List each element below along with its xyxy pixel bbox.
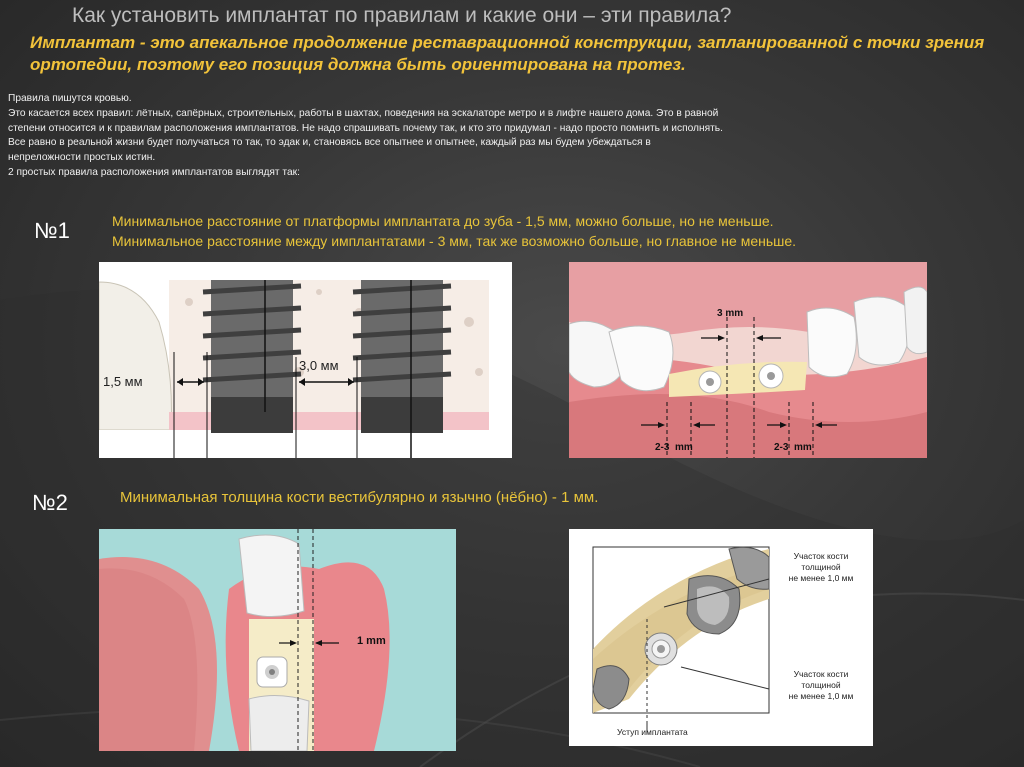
rules-line: Все равно в реальной жизни будет получаться то так, то эдак и, становясь все опытнее и опытнее, каждый раз мы будем убеждаться в — [8, 137, 651, 149]
rule-2-text: Минимальная толщина кости вестибулярно и язычно (нёбно) - 1 мм. — [120, 489, 599, 506]
label-3-0mm: 3,0 мм — [299, 358, 339, 373]
label-line: Участок кости — [793, 551, 849, 561]
implant-spacing-diagram — [99, 262, 512, 458]
label-2-3mm-left: 2-3 mm — [655, 442, 693, 453]
rule-1-line-2: Минимальное расстояние между имплантатами - 3 мм, так же возможно больше, но главное не меньше. — [112, 233, 797, 249]
label-line: Участок кости — [793, 669, 849, 679]
label-implant-platform: Уступ имплантата — [617, 727, 688, 737]
rules-line: непреложности простых истин. — [8, 152, 156, 164]
rules-line: 2 простых правила расположения имплантатов выглядят так: — [8, 166, 300, 178]
rule-1-line-1: Минимальное расстояние от платформы имплантата до зуба - 1,5 мм, можно больше, но не меньше. — [112, 213, 774, 229]
rule-1-number: №1 — [34, 218, 70, 243]
label-bone-area-top — [775, 551, 867, 584]
label-line: толщиной — [801, 680, 841, 690]
rules-paragraph — [8, 92, 1013, 181]
label-bone-area-bottom — [775, 669, 867, 702]
rules-line: Правила пишутся кровью. — [8, 93, 132, 104]
rules-line: Это касается всех правил: лётных, сапёрных, строительных, работы в шахтах, поведения на эскалаторе метро и в лифте нашего дома. Это в равной — [8, 107, 719, 119]
subtitle: Имплантат - это апекальное продолжение реставрационной конструкции, запланированной с точки зрения ортопедии, поэтому его позиция должна быть ориентирована на протез. — [30, 33, 985, 74]
bone-thickness-side-diagram — [99, 529, 456, 751]
label-line: толщиной — [801, 562, 841, 572]
label-1-5mm: 1,5 мм — [103, 374, 143, 389]
bone-thickness-occlusal-diagram — [569, 529, 873, 746]
label-3mm: 3 mm — [717, 308, 744, 319]
page-title: Как установить имплантат по правилам и какие они – эти правила? — [72, 4, 732, 27]
rules-line: степени относится и к правилам расположения имплантатов. Не надо спрашивать почему так, и кто это придумал - надо просто помнить и исполнять. — [8, 122, 723, 134]
label-1mm: 1 mm — [357, 635, 386, 647]
label-line: не менее 1,0 мм — [788, 573, 854, 583]
rule-2-number: №2 — [32, 490, 68, 515]
label-line: не менее 1,0 мм — [788, 691, 854, 701]
label-2-3mm-right: 2-3 mm — [774, 442, 812, 453]
jaw-implant-diagram — [569, 262, 927, 458]
